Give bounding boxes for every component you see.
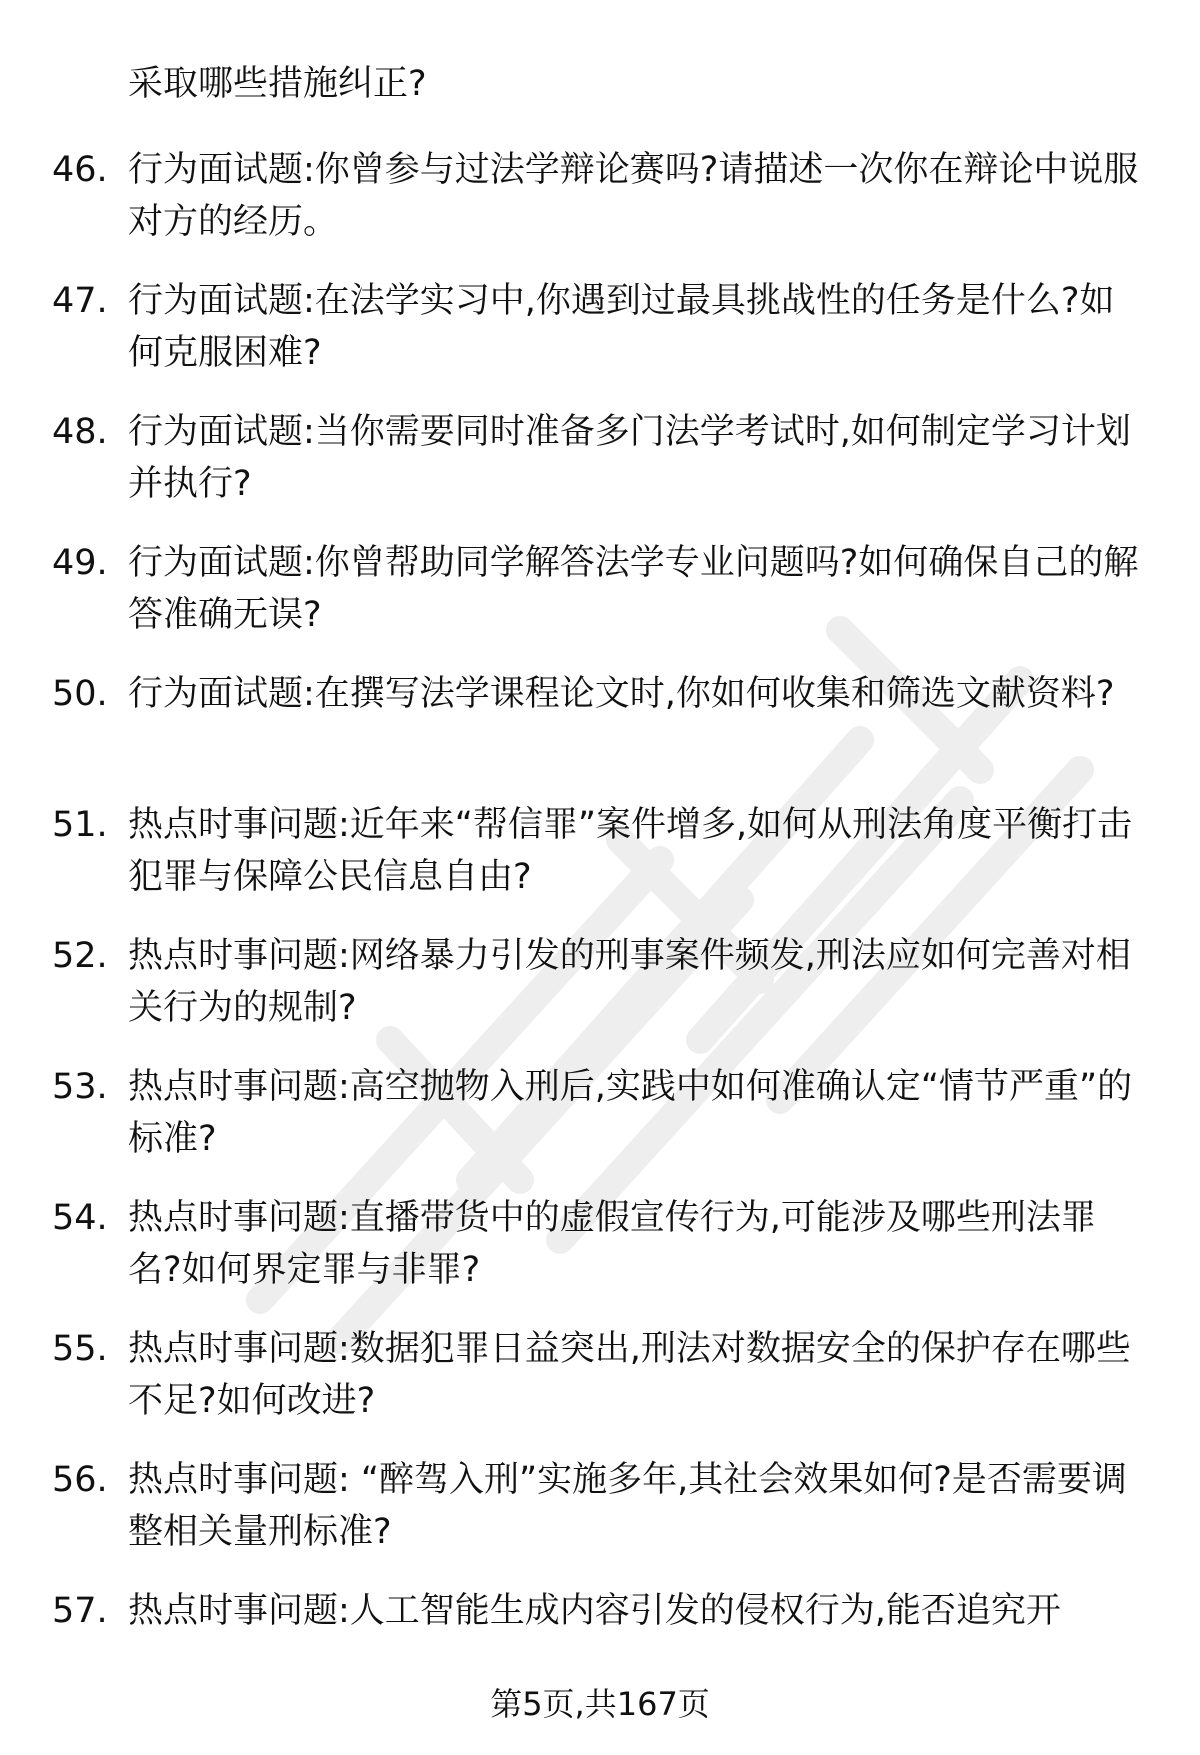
item-text: 热点时事问题:高空抛物入刑后,实践中如何准确认定“情节严重”的标准?: [128, 1067, 1133, 1159]
list-item: [0, 537, 1200, 668]
continuation-text: 采取哪些措施纠正?: [128, 64, 427, 104]
list-item: [0, 144, 1200, 275]
list-item: [0, 1323, 1200, 1454]
item-number: 57.: [52, 1591, 108, 1631]
item-text: 热点时事问题:近年来“帮信罪”案件增多,如何从刑法角度平衡打击犯罪与保障公民信息自由?: [128, 805, 1133, 897]
item-text: 热点时事问题:网络暴力引发的刑事案件频发,刑法应如何完善对相关行为的规制?: [128, 936, 1131, 1028]
item-text: 行为面试题:你曾参与过法学辩论赛吗?请描述一次你在辩论中说服对方的经历。: [128, 150, 1139, 242]
item-number: 50.: [52, 674, 108, 714]
item-text: 热点时事问题:直播带货中的虚假宣传行为,可能涉及哪些刑法罪名?如何界定罪与非罪?: [128, 1198, 1096, 1290]
list-item: [0, 668, 1200, 799]
item-number: 47.: [52, 281, 108, 321]
item-number: 56.: [52, 1460, 108, 1500]
item-number: 51.: [52, 805, 108, 845]
list-item: [0, 799, 1200, 930]
list-item: [0, 1061, 1200, 1192]
item-number: 49.: [52, 543, 108, 583]
list-item: [0, 406, 1200, 537]
page-footer: 第5页,共167页: [490, 1685, 710, 1723]
item-text: 行为面试题:当你需要同时准备多门法学考试时,如何制定学习计划并执行?: [128, 412, 1131, 504]
item-number: 54.: [52, 1198, 108, 1238]
item-number: 55.: [52, 1329, 108, 1369]
list-item: [0, 1454, 1200, 1585]
item-number: 48.: [52, 412, 108, 452]
item-number: 52.: [52, 936, 108, 976]
item-text: 热点时事问题: “醉驾入刑”实施多年,其社会效果如何?是否需要调整相关量刑标准?: [128, 1460, 1127, 1552]
item-text: 热点时事问题:数据犯罪日益突出,刑法对数据安全的保护存在哪些不足?如何改进?: [128, 1329, 1131, 1421]
item-text: 行为面试题:你曾帮助同学解答法学专业问题吗?如何确保自己的解答准确无误?: [128, 543, 1139, 635]
list-item: [0, 1192, 1200, 1323]
item-number: 53.: [52, 1067, 108, 1107]
item-number: 46.: [52, 150, 108, 190]
list-item: [0, 930, 1200, 1061]
item-text: 热点时事问题:人工智能生成内容引发的侵权行为,能否追究开: [128, 1591, 1061, 1631]
question-list: [0, 144, 1200, 1716]
list-item: [0, 275, 1200, 406]
item-text: 行为面试题:在法学实习中,你遇到过最具挑战性的任务是什么?如何克服困难?: [128, 281, 1115, 373]
item-text: 行为面试题:在撰写法学课程论文时,你如何收集和筛选文献资料?: [128, 674, 1115, 714]
